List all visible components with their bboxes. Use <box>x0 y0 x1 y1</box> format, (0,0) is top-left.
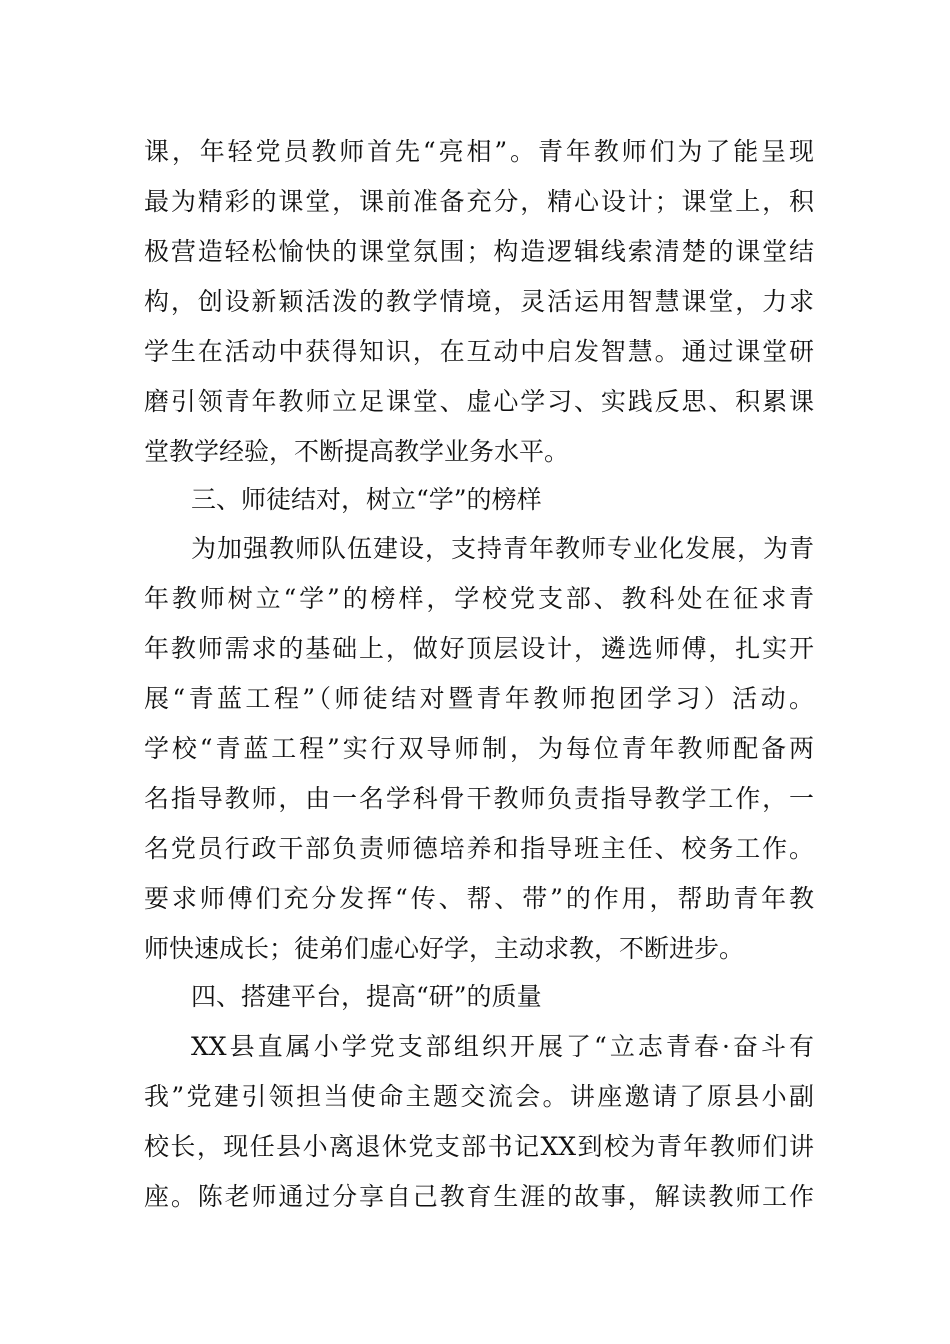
text-line: 师快速成长；徒弟们虚心好学，主动求教，不断进步。 <box>144 934 745 963</box>
text-line: 年教师需求的基础上，做好顶层设计，遴选师傅，扎实开 <box>144 634 814 663</box>
text-line: 年教师树立“学”的榜样，学校党支部、教科处在征求青 <box>144 584 814 613</box>
text-line: 展“青蓝工程”（师徒结对暨青年教师抱团学习）活动。 <box>144 684 814 713</box>
text-line: 课，年轻党员教师首先“亮相”。青年教师们为了能呈现 <box>144 137 814 166</box>
text-line: 堂教学经验，不断提高教学业务水平。 <box>144 437 570 466</box>
text-line: 校长，现任县小离退休党支部书记XX到校为青年教师们讲 <box>144 1132 814 1161</box>
text-line: 学校“青蓝工程”实行双导师制，为每位青年教师配备两 <box>144 734 814 763</box>
text-line: 最为精彩的课堂，课前准备充分，精心设计；课堂上，积 <box>144 187 814 216</box>
text-line: 座。陈老师通过分享自己教育生涯的故事，解读教师工作 <box>144 1182 814 1211</box>
section-heading: 四、搭建平台，提高“研”的质量 <box>191 982 542 1011</box>
text-line: XX县直属小学党支部组织开展了“立志青春·奋斗有 <box>191 1032 814 1061</box>
text-line: 学生在活动中获得知识，在互动中启发智慧。通过课堂研 <box>144 337 814 366</box>
text-line: 为加强教师队伍建设，支持青年教师专业化发展，为青 <box>191 534 814 563</box>
text-line: 名指导教师，由一名学科骨干教师负责指导教学工作，一 <box>144 784 814 813</box>
text-line: 磨引领青年教师立足课堂、虚心学习、实践反思、积累课 <box>144 387 814 416</box>
section-heading: 三、师徒结对，树立“学”的榜样 <box>191 485 542 514</box>
text-line: 要求师傅们充分发挥“传、帮、带”的作用，帮助青年教 <box>144 884 814 913</box>
text-line: 名党员行政干部负责师德培养和指导班主任、校务工作。 <box>144 834 814 863</box>
text-line: 构，创设新颖活泼的教学情境，灵活运用智慧课堂，力求 <box>144 287 814 316</box>
text-line: 极营造轻松愉快的课堂氛围；构造逻辑线索清楚的课堂结 <box>144 237 814 266</box>
text-line: 我”党建引领担当使命主题交流会。讲座邀请了原县小副 <box>144 1082 814 1111</box>
